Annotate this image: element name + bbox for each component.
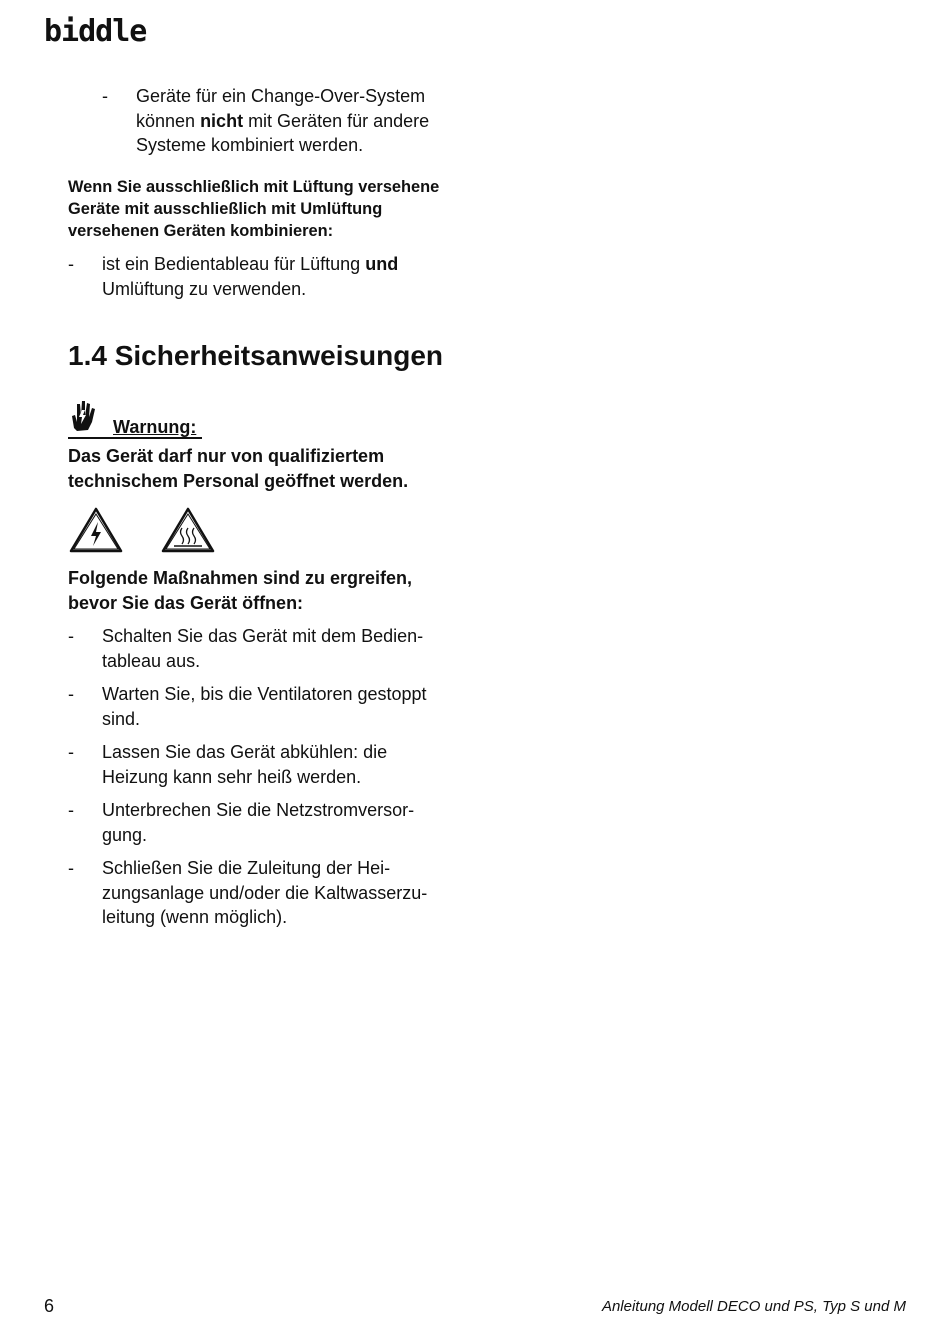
document-title: Anleitung Modell DECO und PS, Typ S und M (601, 1298, 906, 1315)
combine-heading: Wenn Sie ausschließlich mit Lüftung versehene Geräte mit ausschließlich mit Umlüftung versehenen Geräten kombinieren: (68, 178, 440, 240)
warning-text: Das Gerät darf nur von qualifiziertem technischem Personal geöffnet werden. (68, 446, 409, 491)
bullet-dash: - (68, 858, 74, 878)
bullet-text-part: Geräte für ein Change-Over-System können (136, 86, 426, 131)
electric-shock-warning-icon (68, 506, 124, 554)
measures-heading: Folgende Maßnahmen sind zu ergreifen, bevor Sie das Gerät öffnen: (68, 568, 413, 613)
measures-list (68, 624, 453, 930)
bullet-text-bold: und (365, 254, 399, 274)
hand-stop-icon (68, 398, 104, 434)
measure-text: Lassen Sie das Gerät abkühlen: die Heizung kann sehr heiß werden. (102, 742, 388, 787)
hot-surface-warning-icon (160, 506, 216, 554)
bullet-text-part: mit Geräten für andere Systeme kombiniert werden. (136, 110, 430, 155)
combine-section (68, 176, 453, 301)
measure-text: Warten Sie, bis die Ventilatoren gestoppt sind. (102, 684, 427, 729)
bullet-dash: - (68, 684, 74, 704)
page-number: 6 (44, 1296, 55, 1316)
measure-text: Schließen Sie die Zuleitung der Hei-zungsanlage und/oder die Kaltwasserzu-leitung (wenn möglich). (102, 858, 428, 927)
list-item (68, 856, 453, 930)
measures-section (68, 566, 453, 930)
bullet-text-part: Umlüftung zu verwenden. (102, 278, 307, 299)
list-item (102, 84, 462, 158)
biddle-logo: biddle (44, 14, 147, 49)
list-item (68, 798, 453, 847)
section-title: Sicherheitsanweisungen (106, 340, 444, 371)
intro-bullet (102, 84, 462, 158)
bullet-dash: - (68, 626, 74, 646)
bullet-dash: - (68, 800, 74, 820)
bullet-dash: - (68, 742, 74, 762)
bullet-text-bold: nicht (200, 110, 244, 131)
warning-block (68, 398, 468, 493)
list-item (68, 682, 453, 731)
bullet-dash: - (68, 254, 74, 274)
section-heading (68, 340, 568, 372)
bullet-text-part: ist ein Bedientableau für Lüftung (102, 254, 366, 274)
bullet-dash: - (102, 86, 108, 106)
list-item (68, 252, 453, 301)
measure-text: Unterbrechen Sie die Netzstromversor-gung. (102, 800, 415, 845)
list-item (68, 740, 453, 789)
section-number: 1.4 (68, 340, 107, 371)
measure-text: Schalten Sie das Gerät mit dem Bedien-tableau aus. (102, 626, 424, 671)
list-item (68, 624, 453, 673)
warning-label: Warnung: (113, 417, 197, 437)
warning-underline (68, 437, 202, 439)
